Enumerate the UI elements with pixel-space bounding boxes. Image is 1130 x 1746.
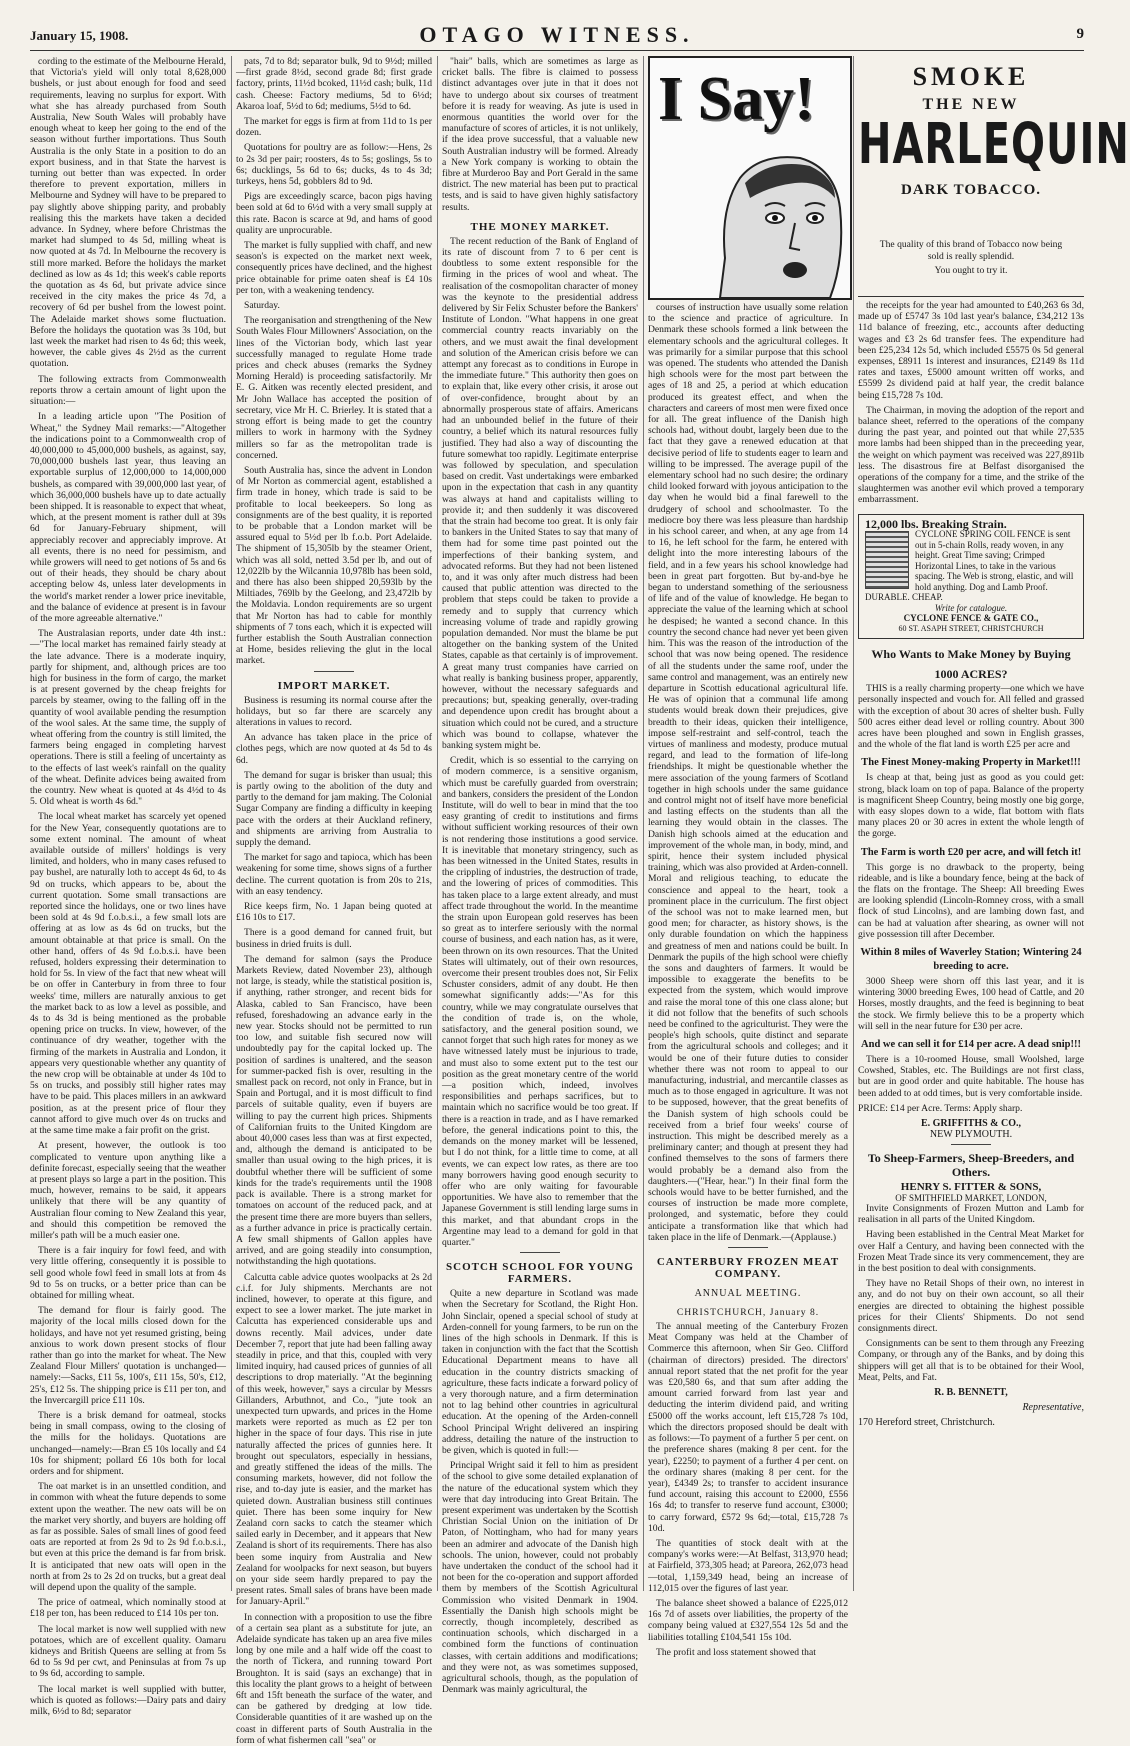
bennett-role: Representative, <box>1022 1402 1084 1414</box>
article-paragraph: The market for sago and tapioca, which has been weakening for some time, shows signs of a further decline. The current quotation is from 20s to 21s, with an easy tendency. <box>236 852 432 897</box>
article-paragraph: Having been established in the Central Meat Market for over Half a Century, and having been connected with the Frozen Meat Trade since its very commencement, they are in the best position to deal with consignments. <box>858 1229 1084 1275</box>
dark-tobacco-label: DARK TOBACCO. <box>901 182 1041 198</box>
fence-headline: 12,000 lbs. Breaking Strain. <box>865 516 1007 531</box>
fitter-location: OF SMITHFIELD MARKET, LONDON, <box>895 1193 1047 1204</box>
import-market-heading: IMPORT MARKET. <box>277 679 391 692</box>
article-paragraph: pats, 7d to 8d; separator bulk, 9d to 9½d; milled—first grade 8½d, second grade 8d; first grade factory, prints, 11½d bcoked, 11½d cash; bulk, 11d cash. Cheese: Factory mediums, 5d to 6½d; Akaroa loaf, 5½d to 6d; mediums, 5½d to 6d. <box>236 56 432 112</box>
article-paragraph: The demand for salmon (says the Produce Markets Review, dated November 23), although not large, is steady, while the statistical position is, if anything, rather stronger, and recent bids for Alaska, cabled to San Francisco, have been refused, foreshadowing an advance early in the new year. Stocks should not be permitted to run too low, and suitable fish secured now will undoubtedly pay for the capital locked up. The position of sardines is unaltered, and the season for summer-packed fish is over, resulting in the smallest pack on record, not only in France, but in Spain and Portugal, and it is most difficult to find parcels of suitable quality, even if buyers are willing to pay the current high prices. Shipments of Californian fruits to the United Kingdom are about 40,000 cases less than was at first expected, and, although the demand is anticipated to be smaller than usual owing to the high prices, it is doubtful whether there will be sufficient of some kinds for the trade's requirements until the 1908 pack is available. There is a strong market for tomatoes on account of the reduced pack, and at the present time there are more buyers than sellers, as a further advance in price is practically certain. A few small shipments of Gallon apples have arrived, and are going steadily into consumption, notwithstanding the high quotations. <box>236 953 432 1268</box>
article-paragraph: There is a 10-roomed House, small Woolshed, large Cowshed, Stables, etc. The Buildings are not first class, but are in good order and quite habitable. The house has been added to at odd times, but is very comfortable inside. <box>858 1054 1084 1099</box>
fence-roll-illustration <box>865 531 909 589</box>
scotch-school-heading: SCOTCH SCHOOL FOR YOUNG FARMERS. <box>446 1261 634 1286</box>
column-4 <box>648 302 848 1658</box>
article-paragraph: The local market is now well supplied with new potatoes, which are of excellent quality. Oamaru kidneys and British Queens are selling at from 5s 6d to 5s 9d per cwt, and Peninsulas at from 7s up to 9s 6d, according to sample. <box>30 1623 226 1680</box>
article-paragraph: An advance has taken place in the price of clothes pegs, which are now quoted at 4s 5d to 4s 6d. <box>236 732 432 766</box>
article-paragraph: Credit, which is so essential to the carrying on of modern commerce, is a sensitive organism, which must be carefully guarded from overstrain; and bankers, considers the president of the London Institute, will do well to bear in mind that the too easy granting of credit to institutions and firms without sufficient working resources of their own is not rendering those institutions a good service. It is inevitable that monetary stringency, such as has been witnessed in the United States, results in the crippling of industries, the destruction of trade, and the lowering of prices of commodities. This has taken place to a large extent already, and must affect trade throughout the world. In the meantime the strain upon European gold reserves has been so great as to interfere seriously with the normal course of business, and each nation has, as it were, been thrown on its own resources. That the United States will ultimately, out of their own resources, overcome their present troubles does not, Sir Felix Schuster considers, admit of any doubt. He then somewhat significantly adds:—"As for this country, while we may congratulate ourselves that the condition of trade is, on the whole, satisfactory, and the general position sound, we cannot forget that such high rates for money as we have witnessed lately must be injurious to trade, and must also to some extent put to the test our position as the great monetary centre of the world—a position which, indeed, involves responsibilities and perhaps sacrifices, but to maintain which no sacrifice would be too great. If there is a reaction in trade, and as I have remarked before, the general indications point to this, the demands on the money market will be lessened, but I do not think, for a little time to come, at all events, we can expect low rates, as there are too many borrowers having good enough security to offer who are only waiting for favourable opportunities. We have also to remember that the Japanese Government is still lending large sums in this market, and that abundant crops in the Argentine may lead to a demand for gold in that quarter." <box>442 755 638 1248</box>
dateline: CHRISTCHURCH, January 8. <box>676 1307 820 1319</box>
brand-name: HARLEQUIN <box>858 112 1130 178</box>
section-divider <box>314 671 354 672</box>
tobacco-tagline: You ought to try it. <box>934 265 1008 276</box>
smoke-heading: SMOKE <box>912 62 1030 91</box>
article-paragraph: Quite a new departure in Scotland was made when the Secretary for Scotland, the Right Hon. John Sinclair, opened a special school of study at Arden-connell for young farmers, to be run on the lines of the high schools in Denmark. If this is taken in conjunction with the fact that the Scottish Educational Department means to have all education in the country districts smacking of agriculture, these facts indicate a forward policy of a very thorough nature, and a firm determination not to lag behind other countries in agricultural education. At the opening of the Arden-connell School Principal Wright delivered an inspiring address, detailing the nature of the instruction to be given, which is quoted in full:— <box>442 1288 638 1456</box>
article-paragraph: The profit and loss statement showed that <box>656 1646 816 1658</box>
article-paragraph: THIS is a really charming property—one which we have personally inspected and vouch for. All felled and grassed with the exception of about 30 acres of shelter bush. Fully 500 acres either dead level or rolling country. About 300 acres have been ploughed and sown in English grasses, and the whole of the flat land is worth £25 per acre and <box>858 683 1084 751</box>
column-rule <box>853 56 854 1591</box>
buy-acres-subheading: 1000 ACRES? <box>934 667 1008 682</box>
griffiths-company: E. GRIFFITHS & CO., <box>920 1118 1021 1130</box>
money-market-heading: THE MONEY MARKET. <box>470 220 610 233</box>
article-paragraph: "hair" balls, which are sometimes as large as cricket balls. The fibre is claimed to possess distinct advantages over jute in that it does not have to undergo about six courses of treatment before it is ready for weaving. As jute is used in enormous quantities the world over for the manufacture of scores of articles, it is not unlikely, if the idea prove successful, that a valuable new South Australian industry will be formed. Already a New York company is working to obtain the fibre at Murderoo Bay and Port Gerald in the same district. The new material has been put to practical tests, and is said to have given highly satisfactory results. <box>442 56 638 213</box>
the-new-label: THE NEW <box>922 96 1020 113</box>
article-paragraph: The Chairman, in moving the adoption of the report and balance sheet, referred to the operations of the company during the past year, and pointed out that while 27,535 more lambs had been shipped than in the preceeding year, the weight on which payment was received was 227,891lb less. The disastrous fire at Belfast disorganised the operations of the company for a time, and the strike of the slaughtermen was another evil which proved a temporary embarrassment. <box>858 404 1084 506</box>
i-say-advertisement <box>648 56 852 300</box>
article-paragraph: They have no Retail Shops of their own, no interest in any, and do not buy on their own account, so all their energies are directed to obtaining the highest possible prices for their Clients' Shipments. Do not send consignments direct. <box>858 1278 1084 1335</box>
fence-description: CYCLONE SPRING COIL FENCE is sent out in 5-chain Rolls, ready woven, in any height. Great Time saving; Crimped Horizontal Lines, to take in the various spacing. The Web is strong, elastic, and will hold anything. Dog and Lamb Proof. DURABLE. CHEAP. <box>865 529 1074 603</box>
column-rule <box>643 56 644 1591</box>
within-miles-heading: Within 8 miles of Waverley Station; Wintering 24 breeding to acre. <box>860 947 1082 973</box>
section-divider <box>520 1252 560 1253</box>
cyclone-fence-advertisement <box>858 514 1084 640</box>
article-paragraph: This gorge is no drawback to the property, being rideable, and is like a boundary fence, being at the back of the flats on the frontage. The Sheep: All breeding Ewes are looking splendid (Lincoln-Romney cross, with a small flock of stud Lincolns), and are lambing down fast, and can be had at valuation after shearing, as owner will not give possession till after December. <box>858 861 1084 940</box>
article-paragraph: The price of oatmeal, which nominally stood at £18 per ton, has been reduced to £14 10s per ton. <box>30 1597 226 1620</box>
fitter-company: HENRY S. FITTER & SONS, <box>900 1181 1042 1194</box>
article-paragraph: Business is resuming its normal course after the holidays, but so far there are scarcely any alterations in values to record. <box>236 694 432 728</box>
article-paragraph: The demand for sugar is brisker than usual; this is partly owing to the abolition of the duty and partly to the demand for jam making. The Colonial Sugar Company are finding a difficulty in keeping pace with the orders at their Auckland refinery, and shipments are arriving from Australia to supply the demand. <box>236 769 432 848</box>
column-3 <box>442 56 638 1696</box>
article-paragraph: The Australasian reports, under date 4th inst.:—"The local market has remained fairly steady at the late advance. There is a moderate inquiry, partly for shipment, and, although prices are too high for business in the form of cargo, the market is at present governed by the cheap freights for parcels by steamer, owing to the falling off in the quantity of wool available pending the resumption of the wool sales. At the same time, the supply of wheat offering from the country is still limited, the farmers being engaged in completing harvest operations. There is still a feeling of uncertainty as to the effects of last week's rainfall on the quality of the wheat. Definite advices being awaited from the country. New wheat is quoted at 4s 4½d to 4s 5. Old wheat is worth 4s 6d." <box>30 628 226 808</box>
article-paragraph: At present, however, the outlook is too complicated to venture upon anything like a definite forecast, especially seeing that the weather at present plays so large a part in the position. This much, however, remains to be said, it appears unlikely that there will be any quantity of Australian flour coming to New Zealand this year, and should this competition be removed the miller's path will be a much easier one. <box>30 1140 226 1241</box>
article-paragraph: Quotations for poultry are as follow:—Hens, 2s to 2s 3d per pair; roosters, 4s to 5s; goslings, 5s to 6s; ducklings, 5s 6d to 6s; ducks, 4s to 4s 3d; turkeys, hens 5d, gobblers 8d to 9d. <box>236 142 432 188</box>
article-paragraph: Calcutta cable advice quotes woolpacks at 2s 2d c.i.f. for July shipments. Merchants are not inclined, however, to operate at this figure, and expect to see a lower market. The jute market in Calcutta has experienced considerable ups and downs recently. Mail advices, under date December 7, report that jute had been falling away steadily in price, and that this, coupled with very limited inquiry, had caused prices of gunnies of all descriptions to drop materially. "At the beginning of this week, however," says a circular by Messrs Gillanders, Arbuthnot, and Co., "jute took an unexpected turn upwards, and prices in the Home markets were reported as much as £2 per ton higher in the space of four days. This rise in jute naturally affected the prices of gunnies here. It brought out speculators, especially in hessians, and greatly stiffened the ideas of the mills. The consuming markets, however, did not follow the rise, and to-day jute is easier, and the market has quieted down. Australian business still continues quiet. There has been some inquiry for New Zealand corn sacks to catch the steamer which sailed early in December, and it appears that New Zealand is short of its requirements. There has also been some inquiry from Australia and New Zealand for woolpacks for next season, but buyers on your side seem hardly prepared to pay the present rates. Small sales of brans have been made for January-April." <box>236 1271 432 1608</box>
article-paragraph: Consignments can be sent to them through any Freezing Company, or through any of the Banks, and by doing this shippers will get all that is to be obtained for their Wool, Meat, Pelts, and Fat. <box>858 1338 1084 1383</box>
article-paragraph: Invite Consignments of Frozen Mutton and Lamb for realisation in all parts of the United Kingdom. <box>858 1203 1084 1226</box>
fence-catalogue-note: Write for catalogue. <box>934 602 1008 613</box>
column-5 <box>858 300 1084 1590</box>
section-divider <box>951 1144 991 1145</box>
article-paragraph: 3000 Sheep were shorn off this last year, and it is wintering 3000 breeding Ewes, 100 head of Cattle, and 20 Horses, mostly draughts, and the feed is beginning to beat the stock. We firmly believe this to be a property which will sell in the near future for £30 per acre. <box>858 976 1084 1032</box>
newspaper-title: OTAGO WITNESS. <box>419 22 695 47</box>
bennett-address: 170 Hereford street, Christchurch. <box>858 1417 995 1429</box>
article-paragraph: The local wheat market has scarcely yet opened for the New Year, consequently quotations are to some extent nominal. The amount of wheat available outside of millers' holdings is very limited, and holders, who in many cases refused to pay bushel, are naturally loth to accept 4s 6d, to 4s 9d on trucks, which appears to be, about the current quotation. Some small transactions are reported since the holidays, one or two lines have been sold at 4s 9d f.o.b.s.i., a few small lots are offering at as low as 4s 6d on trucks, but the amount obtainable at that price is small. On the other hand, offers of 4s 9d f.o.b.s.i. have been refused, holders expressing their determination to hold for 5s. In view of the fact that new wheat will be on offer in Canterbury in from three to four weeks' time, millers are naturally anxious to get the market back to as low a level as possible, and 4s to 4s 3d is being mentioned as the probable opening price on trucks. In view, however, of the continuance of dry weather, together with the firming of the markets in Australia and London, it appears very questionable whether any quantity of the new crop will be obtainable at under 4s 10d to 5s on trucks, and possibly still higher rates may have to be paid. This places millers in an awkward position, as at the present price of flour they cannot afford to give much over 4s on trucks and at the same time make a fair profit on the grist. <box>30 811 226 1137</box>
tobacco-description: The quality of this brand of Tobacco now being sold is really splendid. <box>879 239 1063 262</box>
column-2 <box>236 56 432 1746</box>
issue-date: January 15, 1908. <box>30 28 129 43</box>
column-rule <box>231 56 232 1591</box>
price-line: PRICE: £14 per Acre. Terms: Apply sharp. <box>858 1102 1023 1114</box>
article-paragraph: The market is fully supplied with chaff, and new season's is expected on the market next week, consequently prices have declined, and the highest price obtainable for prime oaten sheaf is £4 10s per ton, with a weakening tendency. <box>236 240 432 296</box>
article-paragraph: The demand for flour is fairly good. The majority of the local mills closed down for the holidays, and have not yet resumed gristing, being anxious to work down present stocks of flour rather than go into the market for wheat. The New Zealand Flour Millers' quotation is unchanged—namely:—Sacks, £11 5s, 100's, £11 15s, 50's, £12, 25's, £12 5s. The shipping price is £11 per ton, and the Invercargill price £11 10s. <box>30 1305 226 1406</box>
article-paragraph: The following extracts from Commonwealth reports throw a certain amount of light upon the situation:— <box>30 373 226 408</box>
fence-company: CYCLONE FENCE & GATE CO., <box>903 613 1039 624</box>
column-1 <box>30 56 226 1718</box>
article-paragraph: The local market is well supplied with butter, which is quoted as follows:—Dairy pats and dairy milk, 6½d to 8d; separator <box>30 1683 226 1718</box>
bennett-name: R. B. BENNETT, <box>934 1387 1008 1399</box>
article-paragraph: South Australia has, since the advent in London of Mr Norton as commercial agent, established a firm trade in honey, which trade is said to be profitable to local beekeepers. So long as consignments are of the best quality, it is reported to be probable that a London market will be assured equal to 5½d per lb f.o.b. Port Adelaide. The shipment of 15,305lb by the steamer Orient, which was all sold, netted 3.5d per lb, and out of 12,022lb by the Wilcannia 10,978lb has been sold, and there has also been shipped 20,593lb by the Miltiades, 769lb by the Geelong, and 23,472lb by the Moldavia. London requirements are so urgent that Mr Norton has had to cable for monthly shipments of 7 tons each, which it is expected will further establish the South Australian connection at Home, besides relieving the glut in the local market. <box>236 464 432 667</box>
article-paragraph: Saturday. <box>244 300 280 312</box>
article-paragraph: Is cheap at that, being just as good as you could get: strong, black loam on top of papa. Balance of the property is magnificent Sheep Country, being mostly one big gorge, with easy slopes down to a wide, flat bottom with flats many places 20 or 30 acres in extent the whole length of the gorge. <box>858 772 1084 840</box>
fence-address: 60 ST. ASAPH STREET, CHRISTCHURCH <box>898 623 1044 633</box>
article-paragraph: There is a good demand for canned fruit, but business in dried fruits is dull. <box>236 927 432 950</box>
article-paragraph: The reorganisation and strengthening of the New South Wales Flour Millowners' Association, on the lines of the Victorian body, which last year successfully managed to regulate Home trade prices and check abuses (remarks the Sydney Morning Herald) is proceeding satisfactorily. Mr E. G. Aitken was recently elected president, and Mr John Wallace has accepted the position of secretary, vice Mr H. C. Brierley. It is stated that a strong effort is being made to get the country millers to work in harmony with the Sydney millers so far as the metropolitan trade is concerned. <box>236 315 432 461</box>
article-paragraph: The oat market is in an unsettled condition, and in common with wheat the future depends to some extent upon the weather. The new oats will be on the market very shortly, and buyers are holding off as far as possible. Sales of small lines of good feed oats are reported at from 2s 9d to 2s 9d f.o.b.s.i., but even at this price the demand is far from brisk. It is anticipated that new oats will open in the north at from 2s to 2s 2d on trucks, but a great deal will depend upon the quality of the sample. <box>30 1481 226 1594</box>
article-paragraph: The recent reduction of the Bank of England of its rate of discount from 7 to 6 per cent is doubtless to some extent responsible for the firming in the prices of wool and wheat. The realisation of the cosmopolitan character of money was the keynote to the presidential address delivered by Sir Felix Schuster before the Bankers' Institute of London. "What happens in one great commercial country reacts invariably on the others, and we must await the final development and solution of the American crisis before we can attempt any forecast as to conditions in Europe in the immediate future." This authority then goes on to explain that, like every other crisis, it arose out of over-confidence, brought about by an abnormally prosperous state of affairs. Americans had an unbounded belief in the future of their country, a belief which its natural resources fully justified. They had also a way of discounting the future somewhat too rapidly. Legitimate enterprise was followed by speculation, and speculation based on credit. Vast undertakings were embarked upon in the expectation that cash in any quantity was always at hand and capitalists willing to provide it; and then suddenly it was discovered that the strain had become too great. It is only fair to bankers in the United States to say that many of them had for some time past pointed out the imperfections of their banking system, and advocated reforms. But they had not been listened to, and it was only after much distress had been caused that public attention was directed to the problem that steps could be taken to provide a remedy and to supply that currency which increasing volume of trade and rapidly growing population demanded. Nor must the blame be put altogether on the banking system of the United States, capable as that certainly is of improvement. A great many trust companies have carried on what really is banking business proper, apparently, however, without the necessary safeguards and precautions; but, speaking generally, over-trading and dependence upon credit has brought about a situation which could not be cured, and a structure which was bound to collapse, whatever the banking system might be. <box>442 235 638 751</box>
canterbury-heading: CANTERBURY FROZEN MEAT COMPANY. <box>656 1256 840 1281</box>
farm-worth-heading: The Farm is worth £20 per acre, and will fetch it! <box>860 846 1082 858</box>
article-paragraph: In a leading article upon "The Position of Wheat," the Sydney Mail remarks:—"Altogether the indications point to a Commonwealth crop of 40,000,000 to 45,000,000 bushels, as against, say, 70,000,000 bushels last year, thus leaving an exportable surplus of 12,000,000 to 14,000,000 bushels, as compared with 39,000,000 last year, of which 36,000,000 bushels have up to date actually been shipped. It is reasonable to expect that wheat, which, at the present moment is rather dull at 39s 6d for January-February shipment, will appreciably recover and appreciably improve. At all events, there is no need for pessimism, and while growers will need to get notions of 5s and 6s out of their heads, they should be chary about accepting below 4s, unless later developments in the world's market render a lower price inevitable, and the balance of evidence at present is in favour of the more agreeable alternative." <box>30 411 226 624</box>
article-paragraph: There is a fair inquiry for fowl feed, and with very little offering, consequently it is possible to sell good whole fowl feed in small lots at from 4s 9d to 5s on trucks, or a better price than can be obtained for milling wheat. <box>30 1245 226 1301</box>
article-paragraph: In connection with a proposition to use the fibre of a certain sea plant as a substitute for jute, an Adelaide syndicate has taken up an area five miles long by one mile and a half wide off the coast to the north of Tickera, and running toward Port Broughton. It is said (says an exchange) that in this locality the plant grows to a height of between 6ft and 15ft beneath the surface of the water, and can be gathered by dredging at low tide. Considerable quantities of it are washed up on the coast in different parts of South Australia in the form of what fishermen call "sea" or <box>236 1611 432 1746</box>
column-rule <box>437 56 438 1591</box>
griffiths-town: NEW PLYMOUTH. <box>929 1129 1013 1141</box>
article-paragraph: Pigs are exceedingly scarce, bacon pigs having been sold at 6d to 6½d with a very small supply at this rate. Bacon is scarce at 9d, and hams of good quality are unprocurable. <box>236 191 432 236</box>
article-paragraph: The annual meeting of the Canterbury Frozen Meat Company was held at the Chamber of Commerce this afternoon, when Sir Geo. Clifford (chairman of directors) presided. The directors' annual report stated that the net profit for the year was £20,580 6s, and that sum after adding the amount carried forward from last year and deducting the interim dividend paid, and writing £5000 off the works account, left £15,728 7s 10d, which the directors proposed should be dealt with as follows:—To payment of a further 5 per cent. on the preference shares (making 8 per cent. for the year), £2250; to payment of a further 4 per cent. on the ordinary shares (making 8 per cent. for the year), £4349 2s; to transfer to accident insurance fund account, raising this account to £2000, £556 16s 4d; to transfer to reserve fund account, £3000; to carry forward, £572 9s 6d;—total, £15,728 7s 10d. <box>648 1321 848 1534</box>
article-paragraph: The market for eggs is firm at from 11d to 1s per dozen. <box>236 116 432 139</box>
article-paragraph: the receipts for the year had amounted to £40,263 6s 3d, made up of £5747 3s 10d last year's balance, £34,212 13s 11d balance of freezing, etc., accounts after deducting wages and £3 2s 6d transfer fees. The expenditure had been £25,234 12s 5d, which included £5575 0s 5d general expenses, £8911 1s interest and insurances, £2149 8s 11d rates and taxes, £5000 amount written off works, and £5599 2s dividend paid at half year, the credit balance being £15,728 7s 10d. <box>858 300 1084 401</box>
section-divider <box>728 1247 768 1248</box>
article-paragraph: Principal Wright said it fell to him as president of the school to give some detailed explanation of the nature of the educational system which they were that day introducing into Great Britain. The present experiment was undertaken by the Scottish Christian Social Union on the initiation of Dr Paton, of Nottingham, who had for many years been an admirer and advocate of the Danish high schools. The union, however, could not probably have undertaken the conduct of the school had it not been for the co-operation and support afforded them by members of the Scottish Agricultural Commission who visited Denmark in 1904. Essentially the Danish high schools might be correctly, though incompletely, described as continuation schools, which discharged in a combined form the functions of continuation classes, with certain additions and modifications; and they were not, as was sometimes supposed, agricultural schools, though, as the population of Denmark was mainly agricultural, the <box>442 1460 638 1696</box>
finest-property-heading: The Finest Money-making Property in Market!!! <box>861 757 1081 769</box>
sheep-farmers-heading: To Sheep-Farmers, Sheep-Breeders, and Others. <box>867 1151 1075 1180</box>
annual-meeting-subheading: ANNUAL MEETING. <box>694 1288 802 1300</box>
article-paragraph: courses of instruction have usually some relation to the science and practice of agriculture. In Denmark these schools formed a link between the elementary schools and the agricultural colleges. It was primarily for a similar purpose that this school was opened. The students who attended the Danish high schools were for the most part between the ages of 18 and 25, a period at which education produced its greatest effect, and when the characters and careers of most men were fixed once for all. The great influence of the Danish high schools had, without doubt, largely been due to the fact that they gave a renewed education at that decisive period of life to students eager to learn and willing to be impressed. The average pupil of the elementary school had no such desire; the ordinary child looked forward with joyous anticipation to the day when he would bid a final farewell to the drudgery of school and schoolmaster. To the mediocre boy there was less pleasure than hardship in his school career, and when, at any age from 14 to 16, he left school for the farm, he entered with delight into the more interesting labours of the field, and in a few years his school knowledge had been in great part forgotten. But by-and-bye he began to understand something of the seriousness of life and of the value of knowledge. He began to appreciate the value of the learning which at school he despised; he wanted a second chance. In this country the second chance had never yet been given him. This was the reason of the introduction of the school that was now being opened. The residence of all the students under the same roof, under the same control and management, was an entirely new departure in Scottish educational agricultural life. He was of opinion that a communal life among students would break down their prejudices, give breadth to their ideas, quicken their intelligence, impose self-restraint and self-control, teach the virtues of manliness and modesty, produce mutual regard, and lead to the formation of life-long friendships. It might be questionable whether the mere association of the young farmers of Scotland together in high schools under the same guidance and control might not of itself have more beneficial and lasting effects on the students than all the learning they would obtain in the classes. The Danish high schools aimed at the education and improvement of the whole man, in body, mind, and spirit, hence their system included physical training, which was also provided at Arden-connell. Moral and religious teaching, to educate the conscience and appeal to the heart, took a prominent place in the curriculum. The first object of the school was not to make learned men, but good men; for character, as history shows, is the only durable foundation on which the happiness and greatness of men and nations could be built. In Denmark the pupils of the high school were chiefly the sons and daughters of farmers. It would be impossible to exaggerate the benefits to be expected from the system, which would improve and raise the moral tone of this one class alone; but it did not follow that the benefits of such schools need be confined to the agriculturist. They were the people's high schools, quite distinct and separate from the agricultural schools and colleges; and it would be one of their future duties to consider whether there was not room to appeal to our manufacturing, industrial, and mercantile classes as much as to those engaged in agriculture. It was not to be supposed, however, that the great benefits of the Danish system of high schools could be received from a brief four weeks' course of instruction. This might be described merely as a preliminary canter; and though at present they had confined themselves to the sons of farmers there would probably be a demand also from the daughters.—("Hear, hear.") In their final form the schools would have to be better furnished, and the courses of instruction be made more complete, prolonged, and systematic, before they could anticipate a transformation like that which had taken place in the life of Denmark.—(Applause.) <box>648 302 848 1243</box>
i-say-headline: I Say! <box>658 65 815 133</box>
page-number: 9 <box>1076 26 1084 42</box>
buy-acres-heading: Who Wants to Make Money by Buying <box>871 647 1071 662</box>
article-paragraph: The balance sheet showed a balance of £225,012 16s 7d of assets over liabilities, the property of the company being valued at £327,554 12s 5d and the liabilities totalling £104,541 15s 10d. <box>648 1597 848 1643</box>
article-paragraph: There is a brisk demand for oatmeal, stocks being in small compass, owing to the closing of the mills for the holidays. Quotations are unchanged—namely:—Bran £5 10s locally and £4 10s for shipment; pollard £6 10s both for local orders and for shipment. <box>30 1409 226 1477</box>
harlequin-tobacco-advertisement <box>858 56 1130 297</box>
article-paragraph: cording to the estimate of the Melbourne Herald, that Victoria's yield will only total 8,628,000 bushels, or just about enough for food and seed requirements, leaving no surplus for export. With what she has already purchased from South Australia, New South Wales will probably have enough wheat to keep her going to the end of the season without further importations. Thus South Australia is the only State in a position to do an export business, and in that State the harvest is turning out better than was expected. In order therefore to prevent exportation, millers in Melbourne and Sydney will have to be prepared to pay slightly above shipping parity, and probably realising this the markets have taken a decided advance. In Sydney, where before Christmas the market had slumped to 4s 5d, milling wheat is now quoted at 4s 7d. In Melbourne the recovery is still more marked. Before the holidays the market declined as low as 4s 1d; this week's cable reports the quotation as 4s 6d, but private advice since received in the city makes the price 4s 7d, a recovery of 6d per bushel from the lowest point. The Adelaide market shows some fluctuation. Before the holidays the quotation was 3s 10d, but last week the market had risen to 4s 6d; this week, however, the cable gives 4s 2½d as the current quotation. <box>30 56 226 370</box>
masthead <box>30 20 1084 51</box>
article-paragraph: The quantities of stock dealt with at the company's works were:—At Belfast, 313,970 head; at Fairfield, 373,305 head; at Pareora, 262,073 head—total, 1,159,349 head, being an increase of 112,015 over the figures of last year. <box>648 1537 848 1594</box>
sell-price-heading: And we can sell it for £14 per acre. A dead snip!!! <box>861 1039 1081 1051</box>
article-paragraph: Rice keeps firm, No. 1 Japan being quoted at £16 10s to £17. <box>236 901 432 924</box>
